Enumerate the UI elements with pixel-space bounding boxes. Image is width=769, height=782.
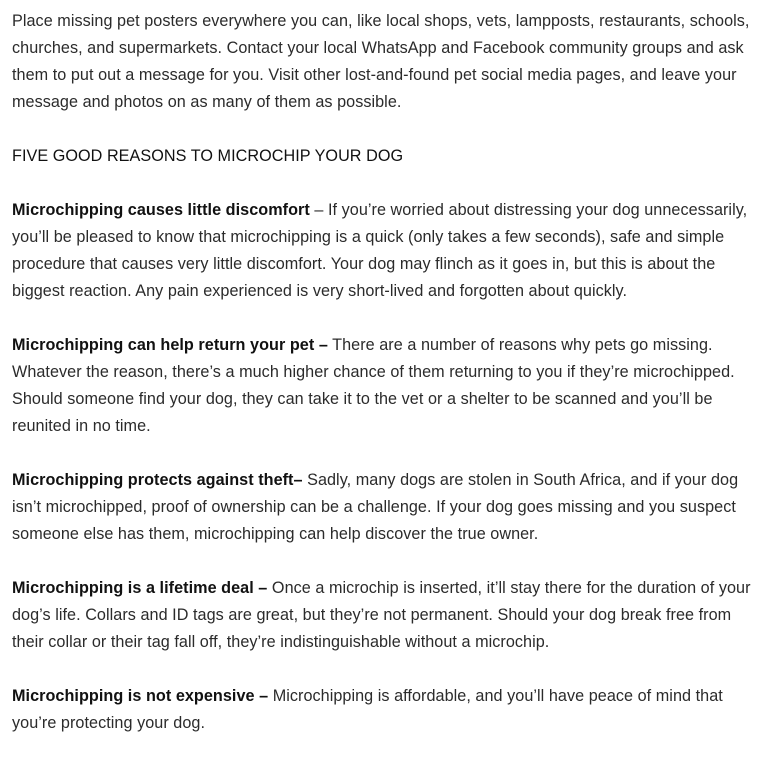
reason-text: There are a number of reasons why pets go missing. Whatever the reason, there’s a much higher chance of them returning to you if they’re microchipped. Should someone find your dog, they can take it to the vet or a shelter to be scanned and you’ll be reunited in no time. (12, 336, 735, 435)
reason-paragraph (12, 683, 757, 737)
section-heading: FIVE GOOD REASONS TO MICROCHIP YOUR DOG (12, 147, 404, 165)
reason-title: Microchipping is not expensive – (12, 687, 269, 705)
reason-text: Microchipping is affordable, and you’ll have peace of mind that you’re protecting your dog. (12, 687, 723, 732)
reason-title: Microchipping is a lifetime deal – (12, 579, 268, 597)
reason-title: Microchipping protects against theft– (12, 471, 303, 489)
reason-text: – If you’re worried about distressing your dog unnecessarily, you’ll be pleased to know that microchipping is a quick (only takes a few seconds), safe and simple procedure that causes very little discomfort. Your dog may flinch as it goes in, but this is about the biggest reaction. Any pain experienced is very short-lived and forgotten about quickly. (12, 201, 748, 300)
reason-title: Microchipping causes little discomfort (12, 201, 310, 219)
reason-paragraph (12, 332, 757, 440)
reason-title: Microchipping can help return your pet – (12, 336, 328, 354)
reason-text: Once a microchip is inserted, it’ll stay there for the duration of your dog’s life. Collars and ID tags are great, but they’re not permanent. Should your dog break free from their collar or their tag fall off, they’re indistinguishable without a microchip. (12, 579, 751, 651)
reason-paragraph (12, 575, 757, 656)
reason-paragraph (12, 197, 757, 305)
reason-text: Sadly, many dogs are stolen in South Africa, and if your dog isn’t microchipped, proof of ownership can be a challenge. If your dog goes missing and you suspect someone else has them, microchipping can help discover the true owner. (12, 471, 739, 543)
intro-paragraph: Place missing pet posters everywhere you can, like local shops, vets, lampposts, restaurants, schools, churches, and supermarkets. Contact your local WhatsApp and Facebook community groups and ask them to put out a message for you. Visit other lost-and-found pet social media pages, and leave your message and photos on as many of them as possible. (12, 12, 750, 111)
reason-paragraph (12, 467, 757, 548)
